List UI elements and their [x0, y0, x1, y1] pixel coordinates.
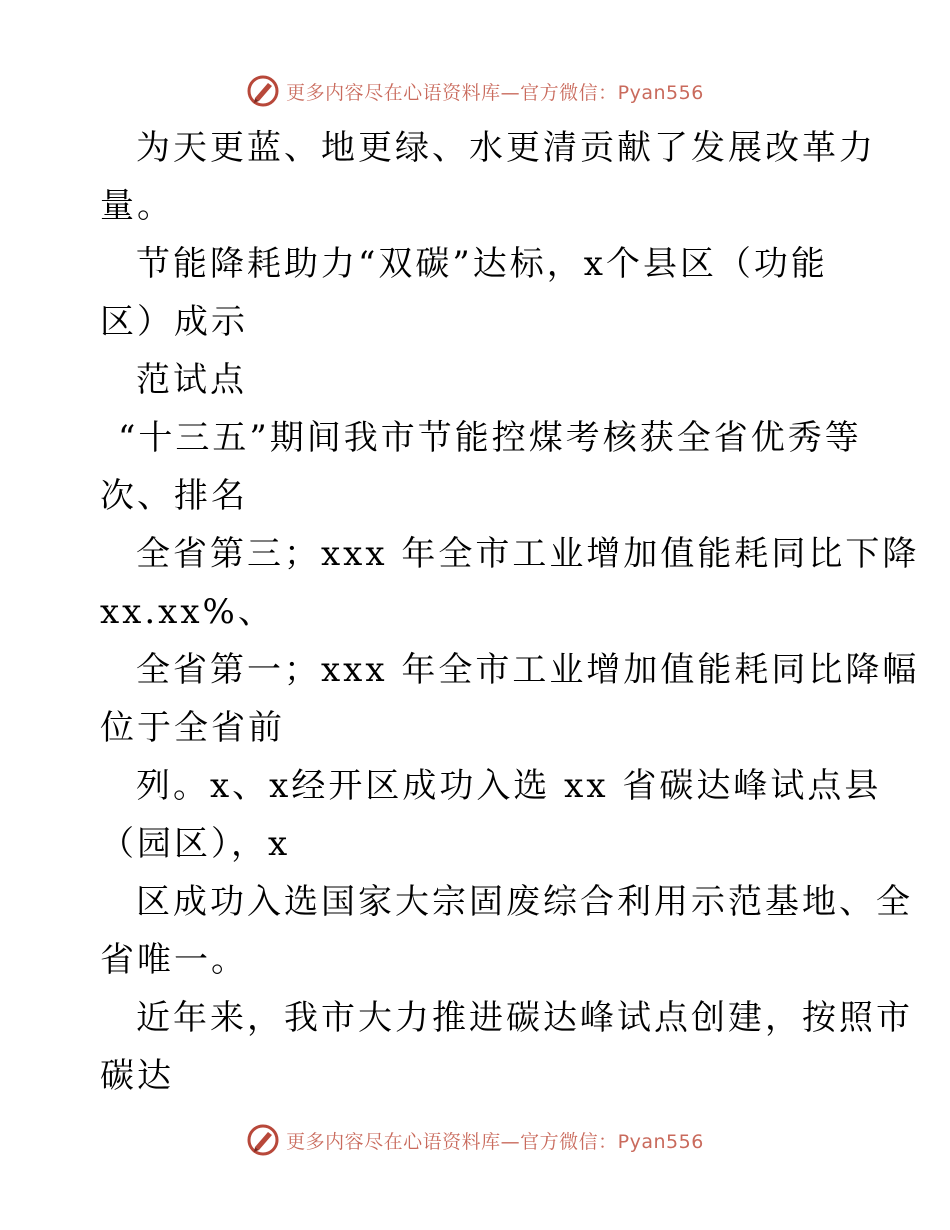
pen-seal-logo-icon [246, 1123, 280, 1157]
text-line: 区）成示 [100, 302, 248, 342]
text-line: 全省第三；xxx 年全市工业增加值能耗同比下降 [136, 534, 920, 574]
text-line: 为天更蓝、地更绿、水更清贡献了发展改革力 [136, 128, 876, 168]
header-banner-text: 更多内容尽在心语资料库—官方微信：Pyan556 [286, 81, 704, 104]
footer-banner-text: 更多内容尽在心语资料库—官方微信：Pyan556 [286, 1130, 704, 1153]
text-line: 范试点 [136, 360, 247, 400]
text-line: 区成功入选国家大宗固废综合利用示范基地、全 [136, 882, 913, 922]
text-line: 节能降耗助力“双碳”达标，x个县区（功能 [136, 244, 828, 284]
text-line: 全省第一；xxx 年全市工业增加值能耗同比降幅 [136, 650, 920, 690]
text-line: 位于全省前 [100, 708, 285, 748]
text-line: （园区），x [100, 824, 291, 864]
text-line: 碳达 [100, 1056, 174, 1096]
text-line: “十三五”期间我市节能控煤考核获全省优秀等 [118, 418, 862, 458]
text-line: 次、排名 [100, 476, 248, 516]
text-line: 省唯一。 [100, 940, 248, 980]
header-banner [0, 71, 950, 111]
text-line: 列。x、x经开区成功入选 xx 省碳达峰试点县 [136, 766, 882, 806]
text-line: 近年来，我市大力推进碳达峰试点创建，按照市 [136, 998, 913, 1038]
text-line: 量。 [100, 186, 174, 226]
pen-seal-logo-icon [246, 74, 280, 108]
text-line: xx.xx%、 [100, 592, 275, 632]
footer-banner [0, 1120, 950, 1160]
